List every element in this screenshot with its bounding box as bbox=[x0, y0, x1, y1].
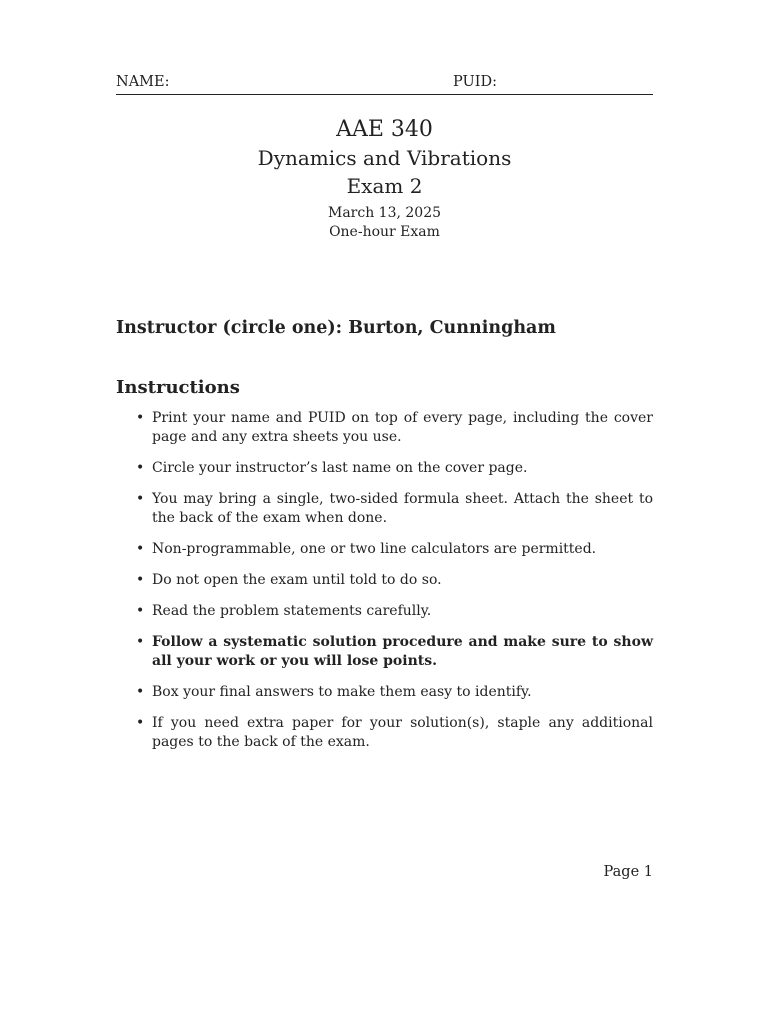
bullet-icon: • bbox=[136, 634, 145, 650]
name-label: NAME: bbox=[116, 74, 170, 90]
exam-duration: One-hour Exam bbox=[329, 224, 440, 240]
page-header bbox=[116, 73, 653, 95]
title-block bbox=[116, 116, 653, 242]
exam-date: March 13, 2025 bbox=[327, 205, 442, 221]
instruction-item bbox=[116, 459, 653, 478]
bullet-icon: • bbox=[136, 491, 145, 507]
bullet-icon: • bbox=[136, 541, 145, 557]
exam-title: Exam 2 bbox=[346, 174, 423, 198]
instruction-text: Non-programmable, one or two line calculators are permitted. bbox=[152, 541, 597, 557]
course-subject: Dynamics and Vibrations bbox=[257, 146, 512, 170]
page-number: Page 1 bbox=[603, 864, 653, 880]
bullet-icon: • bbox=[136, 684, 145, 700]
instruction-item bbox=[116, 490, 653, 528]
course-title: AAE 340 bbox=[336, 117, 433, 142]
instruction-item bbox=[116, 409, 653, 447]
instructor-line: Instructor (circle one): Burton, Cunningham bbox=[116, 318, 556, 338]
instruction-item-emphasis bbox=[116, 633, 653, 671]
instruction-item bbox=[116, 714, 653, 752]
instruction-text: Box your final answers to make them easy to identify. bbox=[152, 684, 532, 700]
instructions-heading: Instructions bbox=[116, 377, 240, 398]
instruction-item bbox=[116, 571, 653, 590]
bullet-icon: • bbox=[136, 603, 145, 619]
instruction-text: If you need extra paper for your solution(s), staple any additional pages to the back of the exam. bbox=[152, 715, 653, 750]
instruction-item bbox=[116, 540, 653, 559]
instruction-text: Do not open the exam until told to do so. bbox=[152, 572, 442, 588]
instruction-item bbox=[116, 602, 653, 621]
bullet-icon: • bbox=[136, 572, 145, 588]
instruction-text: Print your name and PUID on top of every page, including the cover page and any extra sheets you use. bbox=[152, 410, 653, 445]
puid-label: PUID: bbox=[453, 74, 497, 90]
instruction-text: Read the problem statements carefully. bbox=[152, 603, 432, 619]
instruction-item bbox=[116, 683, 653, 702]
instruction-text: Follow a systematic solution procedure and make sure to show all your work or you will lose points. bbox=[152, 634, 653, 669]
bullet-icon: • bbox=[136, 715, 145, 731]
instruction-text: Circle your instructor’s last name on the cover page. bbox=[152, 460, 528, 476]
instruction-text: You may bring a single, two-sided formula sheet. Attach the sheet to the back of the exam when done. bbox=[152, 491, 653, 526]
bullet-icon: • bbox=[136, 410, 145, 426]
instructions-list bbox=[116, 409, 653, 764]
bullet-icon: • bbox=[136, 460, 145, 476]
